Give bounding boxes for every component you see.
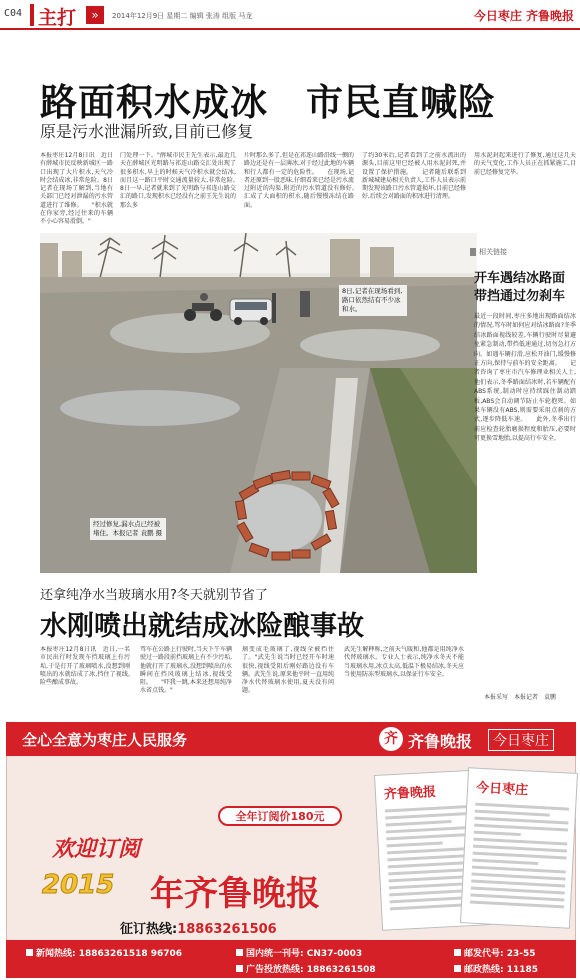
ad-logo-text: 齐鲁晚报 [408,732,473,751]
ad-footer-news-hotline: 新闻热线: 18863261518 96706 [26,946,182,959]
article2-column: 武先生解释称,之前天气暖和,他都是用纯净水代替玻璃水。专业人士表示,纯净水冬天不能当玻璃水用,冰点太高,低温下极易结冰,冬天应当使用防冻型玻璃水,以保证行车安全。 [344,646,464,678]
sidebar-tag: 相关链接 [479,248,507,256]
article-column: 门处理一下。"薛城市民王先生表示,最近几天在薛城区光明路与祁连山路交汇处出现了很多积水,早上的时候天气冷积水就会结冰,而且这一路口平时交通流量较大,非常危险。 8日一早,记者就来到了光明路与祁连山路交汇的路口,发现积水已经没有之前王先生说的那么多 [120,152,236,209]
sidebar-body: 最近一段时间,枣庄多地出现路面结冰的情况,驾车时如何应对结冰路面?冬季结冰路面视线较差,车辆行驶时尽量避免紧急制动,带挡低速通过,切勿急打方向。如遇车辆打滑,应松开油门,缓慢修正方向,保持与前车的安全距离。 记者咨询了枣庄市汽车修理业相关人士,他们表示,冬季路面结冰时,若车辆配有ABS系统,制动时应持续踩住制动踏板,ABS会自动调节防止车轮抱死。如果车辆没有ABS,则需要采用点刹的方式,逐步降低车速。 此外,冬季出行前应检查轮胎磨损程度和胎压,必要时可更换雪地胎,以提高行车安全。 [474,313,576,443]
ad-footer-domestic-code: 国内统一刊号: CN37-0003 [236,946,362,959]
ad-footer-ad-hotline: 广告投放热线: 18863261508 [236,962,376,975]
article-column: 了约30米后,记者看到了之前水流出的源头,目前这里已经被人用水泥封死,并设置了保护措施。 记者随后联系到新城城建局相关负责人,工作人员表示前期发现该路口污水管道损坏,目前已经修好,后续会对路面的积冰进行清理。 [362,152,466,201]
article2-column: 驾车在公路上行驶时,当天下午车辆驶过一路段前挡玻璃上有不少污垢,他就打开了玻璃水,没想到喷出的水瞬间在挡风玻璃上结冰,视线受阻。 "吓我一跳,本来还想用纯净水省点钱。" [140,646,232,695]
article2-column: 璃变成毛玻璃了,视线全被挡住了。"武先生说当时已经开车时速很快,视线受阻后刚好路边没有车辆。武先生说,原来他平时一直用纯净水代替玻璃水使用,夏天没有问题。 [242,646,334,695]
ad-hotline-number: 18863261506 [177,922,277,937]
newspaper-mockup-title: 齐鲁晚报 [383,784,437,803]
section-name: 主打 [38,7,77,29]
ad-logo-emblem-icon: 齐 [379,727,403,751]
article-column: 本报枣庄12月8日讯 近日有薛城市民反映新城区一路口出现了大片积水,天气冷时会结成冰,非常危险。8日记者在现场了解到,当地有关部门已经对泄漏的污水管道进行了维修。 "积水就在你家旁,经过往来的车辆不小心容易滑倒。" [40,152,113,226]
ad-hotline-label: 征订热线: [120,922,178,937]
sidebar-byline: 本报采写 本报记者 袁鹏 [484,694,557,701]
ad-hotline [120,918,277,937]
road-photo [40,233,477,368]
ad-logo-text-secondary: 今日枣庄 [488,729,554,751]
ad-price-badge: 全年订阅价180元 [218,806,342,826]
photo-caption: 8日,记者在现场看到,路口依然结有不少冰和水。 [339,285,407,316]
paper-brand: 今日枣庄 齐鲁晚报 [473,9,574,23]
ad-footer-post-bureau: 邮政热线: 11185 [454,962,538,975]
article-column: 用水泥封起来进行了修复,通过这几天的天气变化,工作人员正在抓紧施工,目前已经修复完毕。 [474,152,576,176]
article2-subhead: 还拿纯净水当玻璃水用?冬天就别节省了 [40,588,268,603]
repair-photo [40,368,477,573]
article-headline: 路面积水成冰 市民直喊险 [40,81,496,124]
section-bar [30,4,34,26]
article-subhead: 原是污水泄漏所致,目前已修复 [40,122,254,141]
newspaper-mockup [460,767,578,929]
header-meta: 2014年12月9日 星期二 编辑 张涛 组版 马龙 [112,12,253,20]
newspaper-mockup-title: 今日枣庄 [475,780,529,799]
article-column: 片时那么多了,但是在祁连山路沿线一侧的路边还是有一层薄冰,对于经过此地的车辆和行人都有一定的危险性。 在现场,记者还原到一股恶味,仔细看来已经是污水流过附近的沟渠,附近的污水管道没有修好,汇成了大面积的积水,随后慢慢冻结在路面。 [244,152,354,209]
section-arrows-icon: » [86,6,104,24]
ad-year: 2015 [42,870,115,900]
ad-slogan: 全心全意为枣庄人民服务 [22,731,188,749]
page-number: C04 [4,8,23,19]
newspaper-mockup-lines [470,803,569,913]
ad-campaign-title: 年齐鲁晚报 [150,874,320,914]
ad-welcome: 欢迎订阅 [52,837,141,862]
article2-column: 本报枣庄12月8日讯 近日,一名市民出行时发现车挡玻璃上有污垢,于是打开了玻璃喷水,没想到刚喷出的水就结成了冰,挡住了视线,险些酿成事故。 [40,646,130,687]
photo-caption: 经过修复,漏水点已经被堵住。本报记者 袁鹏 摄 [90,518,166,540]
ad-footer-post-code: 邮发代号: 23-55 [454,946,536,959]
sidebar-headline: 开车遇结冰路面 带挡通过勿刹车 [474,271,566,304]
article2-headline: 水刚喷出就结成冰险酿事故 [40,611,364,642]
